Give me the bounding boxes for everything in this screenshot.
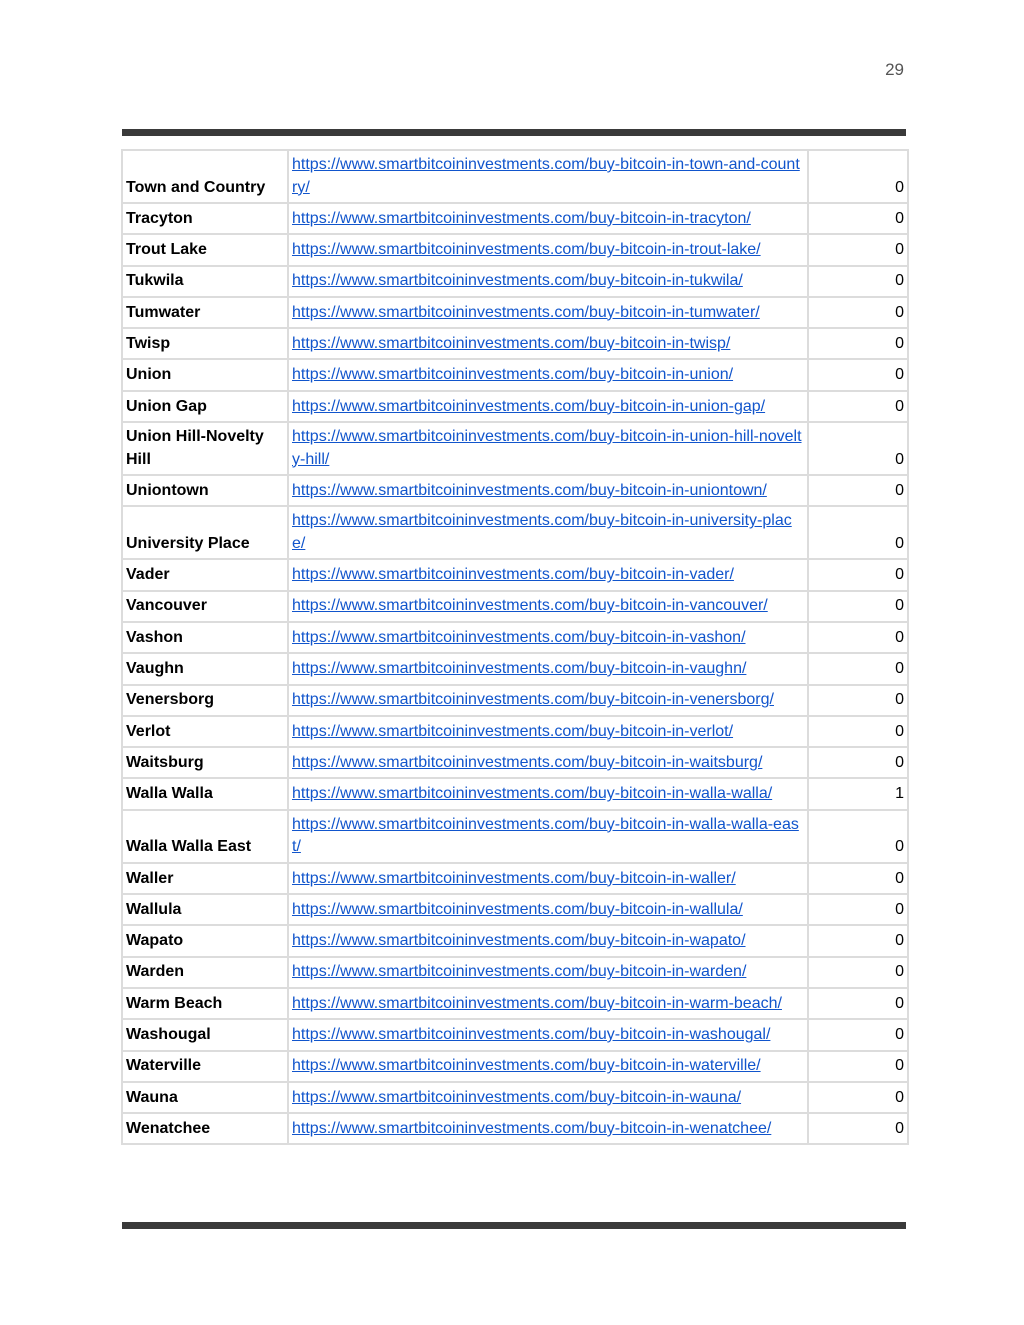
table-row bbox=[122, 266, 908, 297]
town-name-cell: Wallula bbox=[122, 894, 288, 925]
table-row bbox=[122, 622, 908, 653]
url-cell bbox=[288, 778, 808, 809]
town-name-cell: Trout Lake bbox=[122, 234, 288, 265]
count-cell: 0 bbox=[808, 810, 908, 863]
town-page-link[interactable]: https://www.smartbitcoininvestments.com/buy-bitcoin-in-vader/ bbox=[292, 566, 734, 584]
table-row bbox=[122, 328, 908, 359]
count-cell: 0 bbox=[808, 559, 908, 590]
table-row bbox=[122, 894, 908, 925]
url-cell bbox=[288, 894, 808, 925]
town-name-cell: Wapato bbox=[122, 925, 288, 956]
count-cell: 0 bbox=[808, 1051, 908, 1082]
town-name-cell: Twisp bbox=[122, 328, 288, 359]
town-page-link[interactable]: https://www.smartbitcoininvestments.com/buy-bitcoin-in-warden/ bbox=[292, 963, 747, 981]
count-cell: 0 bbox=[808, 506, 908, 559]
table-row bbox=[122, 957, 908, 988]
town-name-cell: Tracyton bbox=[122, 203, 288, 234]
table-row bbox=[122, 391, 908, 422]
url-cell bbox=[288, 810, 808, 863]
table-row bbox=[122, 1019, 908, 1050]
count-cell: 0 bbox=[808, 297, 908, 328]
town-page-link[interactable]: https://www.smartbitcoininvestments.com/buy-bitcoin-in-trout-lake/ bbox=[292, 241, 761, 259]
table-row bbox=[122, 559, 908, 590]
url-cell bbox=[288, 328, 808, 359]
town-page-link[interactable]: https://www.smartbitcoininvestments.com/buy-bitcoin-in-vashon/ bbox=[292, 628, 746, 646]
town-name-cell: Warm Beach bbox=[122, 988, 288, 1019]
town-name-cell: Tumwater bbox=[122, 297, 288, 328]
table-row bbox=[122, 591, 908, 622]
town-name-cell: Walla Walla East bbox=[122, 810, 288, 863]
url-cell bbox=[288, 863, 808, 894]
table-row bbox=[122, 203, 908, 234]
town-page-link[interactable]: https://www.smartbitcoininvestments.com/buy-bitcoin-in-verlot/ bbox=[292, 722, 734, 740]
url-cell bbox=[288, 1051, 808, 1082]
url-cell bbox=[288, 297, 808, 328]
town-name-cell: Waller bbox=[122, 863, 288, 894]
table-row bbox=[122, 1113, 908, 1144]
town-page-link[interactable]: https://www.smartbitcoininvestments.com/buy-bitcoin-in-tumwater/ bbox=[292, 303, 760, 321]
table-row bbox=[122, 778, 908, 809]
table-row bbox=[122, 685, 908, 716]
table-row bbox=[122, 150, 908, 203]
url-cell bbox=[288, 591, 808, 622]
url-cell bbox=[288, 150, 808, 203]
town-name-cell: Vaughn bbox=[122, 653, 288, 684]
url-cell bbox=[288, 988, 808, 1019]
town-page-link[interactable]: https://www.smartbitcoininvestments.com/buy-bitcoin-in-uniontown/ bbox=[292, 481, 767, 499]
table-row bbox=[122, 422, 908, 475]
table-row bbox=[122, 747, 908, 778]
table-row bbox=[122, 988, 908, 1019]
town-page-link[interactable]: https://www.smartbitcoininvestments.com/buy-bitcoin-in-vancouver/ bbox=[292, 597, 768, 615]
url-cell bbox=[288, 391, 808, 422]
town-page-link[interactable]: https://www.smartbitcoininvestments.com/buy-bitcoin-in-tukwila/ bbox=[292, 272, 743, 290]
table-row bbox=[122, 297, 908, 328]
town-page-link[interactable]: https://www.smartbitcoininvestments.com/buy-bitcoin-in-tracyton/ bbox=[292, 209, 751, 227]
url-cell bbox=[288, 957, 808, 988]
town-name-cell: Union Gap bbox=[122, 391, 288, 422]
table-row bbox=[122, 1051, 908, 1082]
town-page-link[interactable]: https://www.smartbitcoininvestments.com/buy-bitcoin-in-union-hill-novelty-hill/ bbox=[292, 428, 802, 468]
count-cell: 0 bbox=[808, 475, 908, 506]
town-page-link[interactable]: https://www.smartbitcoininvestments.com/buy-bitcoin-in-wallula/ bbox=[292, 900, 743, 918]
url-cell bbox=[288, 234, 808, 265]
table-row bbox=[122, 716, 908, 747]
town-page-link[interactable]: https://www.smartbitcoininvestments.com/buy-bitcoin-in-union-gap/ bbox=[292, 397, 766, 415]
town-page-link[interactable]: https://www.smartbitcoininvestments.com/buy-bitcoin-in-warm-beach/ bbox=[292, 994, 782, 1012]
count-cell: 0 bbox=[808, 391, 908, 422]
town-page-link[interactable]: https://www.smartbitcoininvestments.com/buy-bitcoin-in-union/ bbox=[292, 366, 734, 384]
url-cell bbox=[288, 1019, 808, 1050]
count-cell: 0 bbox=[808, 863, 908, 894]
table-row bbox=[122, 863, 908, 894]
town-page-link[interactable]: https://www.smartbitcoininvestments.com/buy-bitcoin-in-university-place/ bbox=[292, 512, 792, 552]
table-row bbox=[122, 1082, 908, 1113]
town-page-link[interactable]: https://www.smartbitcoininvestments.com/buy-bitcoin-in-waller/ bbox=[292, 869, 736, 887]
town-page-link[interactable]: https://www.smartbitcoininvestments.com/buy-bitcoin-in-washougal/ bbox=[292, 1026, 771, 1044]
table-body bbox=[122, 150, 908, 1144]
count-cell: 0 bbox=[808, 1113, 908, 1144]
town-name-cell: Warden bbox=[122, 957, 288, 988]
count-cell: 0 bbox=[808, 266, 908, 297]
town-name-cell: Union Hill-Novelty Hill bbox=[122, 422, 288, 475]
count-cell: 0 bbox=[808, 988, 908, 1019]
town-page-link[interactable]: https://www.smartbitcoininvestments.com/buy-bitcoin-in-venersborg/ bbox=[292, 691, 774, 709]
town-name-cell: Waterville bbox=[122, 1051, 288, 1082]
top-divider bbox=[122, 129, 906, 136]
town-name-cell: Vader bbox=[122, 559, 288, 590]
count-cell: 0 bbox=[808, 422, 908, 475]
count-cell: 0 bbox=[808, 591, 908, 622]
town-name-cell: Vancouver bbox=[122, 591, 288, 622]
url-cell bbox=[288, 422, 808, 475]
town-page-link[interactable]: https://www.smartbitcoininvestments.com/buy-bitcoin-in-waterville/ bbox=[292, 1057, 761, 1075]
town-page-link[interactable]: https://www.smartbitcoininvestments.com/buy-bitcoin-in-wauna/ bbox=[292, 1088, 742, 1106]
count-cell: 0 bbox=[808, 203, 908, 234]
url-cell bbox=[288, 925, 808, 956]
count-cell: 0 bbox=[808, 747, 908, 778]
table-row bbox=[122, 925, 908, 956]
url-cell bbox=[288, 266, 808, 297]
table-row bbox=[122, 359, 908, 390]
count-cell: 1 bbox=[808, 778, 908, 809]
page-number: 29 bbox=[885, 60, 904, 79]
count-cell: 0 bbox=[808, 328, 908, 359]
count-cell: 0 bbox=[808, 359, 908, 390]
table-row bbox=[122, 506, 908, 559]
town-name-cell: Vashon bbox=[122, 622, 288, 653]
town-name-cell: Town and Country bbox=[122, 150, 288, 203]
town-name-cell: Washougal bbox=[122, 1019, 288, 1050]
town-page-link[interactable]: https://www.smartbitcoininvestments.com/buy-bitcoin-in-wapato/ bbox=[292, 932, 746, 950]
url-cell bbox=[288, 747, 808, 778]
town-name-cell: Uniontown bbox=[122, 475, 288, 506]
table-row bbox=[122, 810, 908, 863]
town-name-cell: Tukwila bbox=[122, 266, 288, 297]
town-page-link[interactable]: https://www.smartbitcoininvestments.com/buy-bitcoin-in-twisp/ bbox=[292, 334, 731, 352]
town-name-cell: Wauna bbox=[122, 1082, 288, 1113]
count-cell: 0 bbox=[808, 1019, 908, 1050]
town-name-cell: University Place bbox=[122, 506, 288, 559]
town-name-cell: Wenatchee bbox=[122, 1113, 288, 1144]
count-cell: 0 bbox=[808, 894, 908, 925]
count-cell: 0 bbox=[808, 1082, 908, 1113]
count-cell: 0 bbox=[808, 234, 908, 265]
town-page-link[interactable]: https://www.smartbitcoininvestments.com/buy-bitcoin-in-waitsburg/ bbox=[292, 753, 763, 771]
table-row bbox=[122, 475, 908, 506]
town-page-link[interactable]: https://www.smartbitcoininvestments.com/buy-bitcoin-in-town-and-country/ bbox=[292, 156, 800, 196]
url-cell bbox=[288, 716, 808, 747]
url-cell bbox=[288, 653, 808, 684]
town-url-table bbox=[121, 149, 909, 1145]
count-cell: 0 bbox=[808, 685, 908, 716]
count-cell: 0 bbox=[808, 957, 908, 988]
url-cell bbox=[288, 1113, 808, 1144]
url-cell bbox=[288, 475, 808, 506]
count-cell: 0 bbox=[808, 622, 908, 653]
count-cell: 0 bbox=[808, 716, 908, 747]
count-cell: 0 bbox=[808, 925, 908, 956]
url-cell bbox=[288, 1082, 808, 1113]
url-cell bbox=[288, 203, 808, 234]
town-page-link[interactable]: https://www.smartbitcoininvestments.com/buy-bitcoin-in-wenatchee/ bbox=[292, 1119, 772, 1137]
town-page-link[interactable]: https://www.smartbitcoininvestments.com/buy-bitcoin-in-walla-walla-east/ bbox=[292, 815, 799, 856]
town-name-cell: Venersborg bbox=[122, 685, 288, 716]
town-name-cell: Verlot bbox=[122, 716, 288, 747]
url-cell bbox=[288, 359, 808, 390]
table-row bbox=[122, 653, 908, 684]
url-cell bbox=[288, 622, 808, 653]
town-name-cell: Waitsburg bbox=[122, 747, 288, 778]
count-cell: 0 bbox=[808, 150, 908, 203]
url-cell bbox=[288, 559, 808, 590]
town-page-link[interactable]: https://www.smartbitcoininvestments.com/buy-bitcoin-in-walla-walla/ bbox=[292, 785, 773, 803]
town-name-cell: Walla Walla bbox=[122, 778, 288, 809]
bottom-divider bbox=[122, 1222, 906, 1229]
table-row bbox=[122, 234, 908, 265]
town-name-cell: Union bbox=[122, 359, 288, 390]
url-cell bbox=[288, 506, 808, 559]
url-cell bbox=[288, 685, 808, 716]
town-page-link[interactable]: https://www.smartbitcoininvestments.com/buy-bitcoin-in-vaughn/ bbox=[292, 660, 747, 678]
count-cell: 0 bbox=[808, 653, 908, 684]
